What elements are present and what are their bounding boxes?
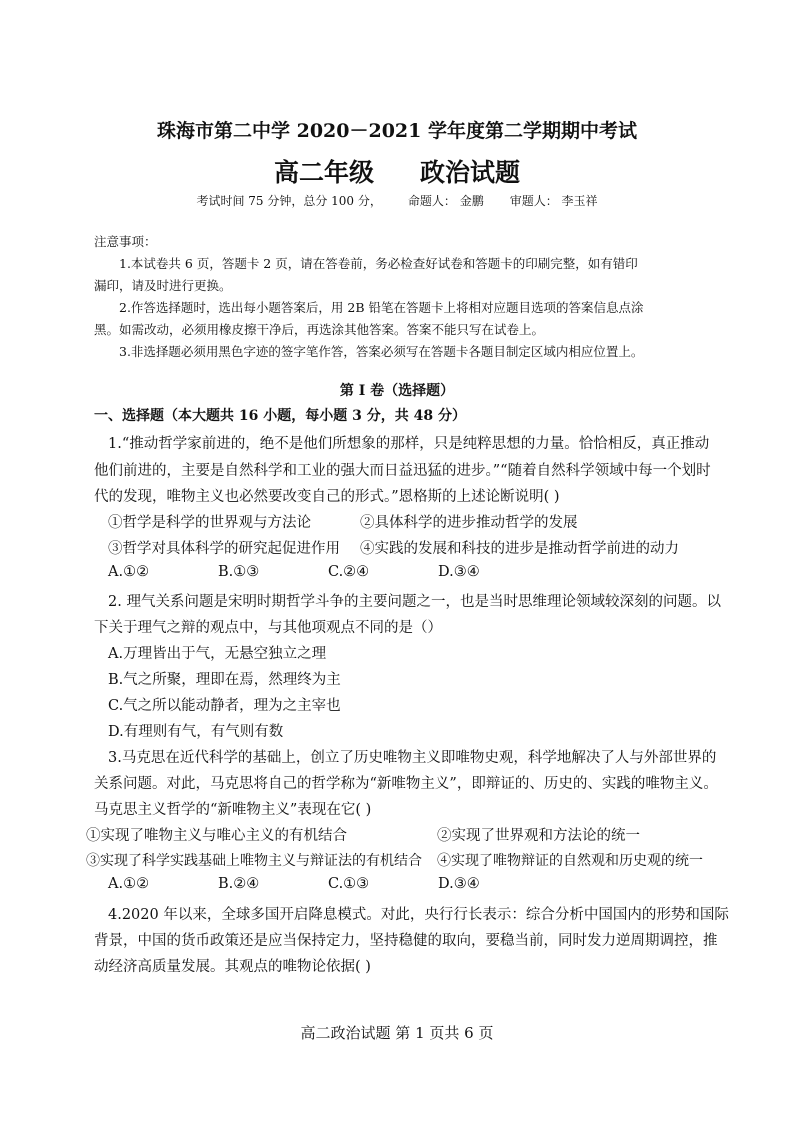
q3-options — [108, 876, 548, 892]
note-3: 3.非选择题必须用黑色字迹的签字笔作答，答案必须写在答题卡各题目制定区域内相应位置上。 — [119, 344, 644, 359]
q2-line-1: 2. 理气关系问题是宋明时期哲学斗争的主要问题之一，也是当时思维理论领域较深刻的问题。以 — [108, 594, 721, 610]
q3-option-d[interactable]: D.③④ — [438, 876, 480, 892]
notes-heading: 注意事项： — [94, 234, 157, 249]
q2-option-b[interactable]: B.气之所聚，理即在焉，然理终为主 — [108, 672, 341, 688]
volume-heading: 第 I 卷（选择题） — [339, 383, 455, 399]
q1-line-3: 代的发现，唯物主义也必然要改变自己的形式。”恩格斯的上述论断说明( ) — [94, 489, 560, 505]
q1-option-d[interactable]: D.③④ — [438, 564, 480, 580]
exam-title: 珠海市第二中学 2020－2021 学年度第二学期期中考试 — [157, 120, 637, 142]
q3-option-c[interactable]: C.①③ — [328, 876, 370, 892]
q4-line-2: 背景，中国的货币政策还是应当保持定力，坚持稳健的取向，要稳当前，同时发力逆周期调控，推 — [94, 933, 718, 949]
q1-options — [108, 564, 548, 580]
q2-line-2: 下关于理气之辩的观点中，与其他项观点不同的是（） — [94, 620, 442, 636]
q1-option-b[interactable]: B.①③ — [218, 564, 260, 580]
q3-statement-4: ④实现了唯物辩证的自然观和历史观的统一 — [437, 853, 703, 869]
q3-line-1: 3.马克思在近代科学的基础上，创立了历史唯物主义即唯物史观，科学地解决了人与外部世界的 — [108, 750, 717, 766]
q4-line-1: 4.2020 年以来，全球多国开启降息模式。对此，央行行长表示：综合分析中国国内的形势和国际 — [108, 907, 729, 923]
q1-option-c[interactable]: C.②④ — [328, 564, 370, 580]
note-2b: 黑。如需改动，必须用橡皮擦干净后，再选涂其他答案。答案不能只写在试卷上。 — [94, 322, 545, 337]
q3-option-a[interactable]: A.①② — [108, 876, 150, 892]
q2-option-d[interactable]: D.有理则有气，有气则有数 — [108, 724, 284, 740]
q2-option-c[interactable]: C.气之所以能动静者，理为之主宰也 — [108, 698, 341, 714]
q3-statement-1: ①实现了唯物主义与唯心主义的有机结合 — [86, 828, 347, 844]
q4-line-3: 动经济高质量发展。其观点的唯物论依据( ) — [94, 959, 371, 975]
q1-statement-4: ④实践的发展和科技的进步是推动哲学前进的动力 — [360, 541, 679, 557]
q2-option-a[interactable]: A.万理皆出于气，无悬空独立之理 — [108, 646, 327, 662]
q3-option-b[interactable]: B.②④ — [218, 876, 260, 892]
exam-meta — [0, 192, 794, 209]
q1-option-a[interactable]: A.①② — [108, 564, 150, 580]
note-1a: 1.本试卷共 6 页，答题卡 2 页，请在答卷前，务必检查好试卷和答题卡的印刷完整，如有错印 — [119, 256, 638, 271]
q3-statement-3: ③实现了科学实践基础上唯物主义与辩证法的有机结合 — [86, 853, 422, 869]
part-heading: 一、选择题（本大题共 16 小题，每小题 3 分，共 48 分） — [94, 408, 466, 424]
page-footer: 高二政治试题 第 1 页共 6 页 — [300, 1024, 494, 1042]
subject-label: 政治试题 — [420, 158, 521, 187]
exam-time: 考试时间 75 分钟，总分 100 分， — [196, 194, 382, 208]
reviewer: 审题人： 李玉祥 — [509, 194, 598, 208]
q1-line-2: 他们前进的，主要是自然科学和工业的强大而日益迅猛的进步。”“随着自然科学领域中每一个划时 — [94, 463, 711, 479]
q3-line-3: 马克思主义哲学的“新唯物主义”表现在它( ) — [94, 802, 372, 818]
setter: 命题人： 金鹏 — [407, 194, 484, 208]
note-2a: 2.作答选择题时，选出每小题答案后，用 2B 铅笔在答题卡上将相对应题目选项的答案信息点涂 — [119, 300, 644, 315]
q1-statement-3: ③哲学对具体科学的研究起促进作用 — [108, 541, 340, 557]
q1-statement-2: ②具体科学的进步推动哲学的发展 — [360, 515, 578, 531]
q3-statement-2: ②实现了世界观和方法论的统一 — [437, 828, 640, 844]
q1-statement-1: ①哲学是科学的世界观与方法论 — [108, 515, 311, 531]
q1-line-1: 1.“推动哲学家前进的，绝不是他们所想象的那样，只是纯粹思想的力量。恰恰相反，真正推动 — [108, 436, 710, 452]
exam-subtitle — [0, 153, 794, 189]
note-1b: 漏印，请及时进行更换。 — [94, 278, 232, 293]
grade-label: 高二年级 — [273, 158, 374, 187]
q3-line-2: 关系问题。对此，马克思将自己的哲学称为“新唯物主义”，即辩证的、历史的、实践的唯物主义。 — [94, 776, 718, 792]
